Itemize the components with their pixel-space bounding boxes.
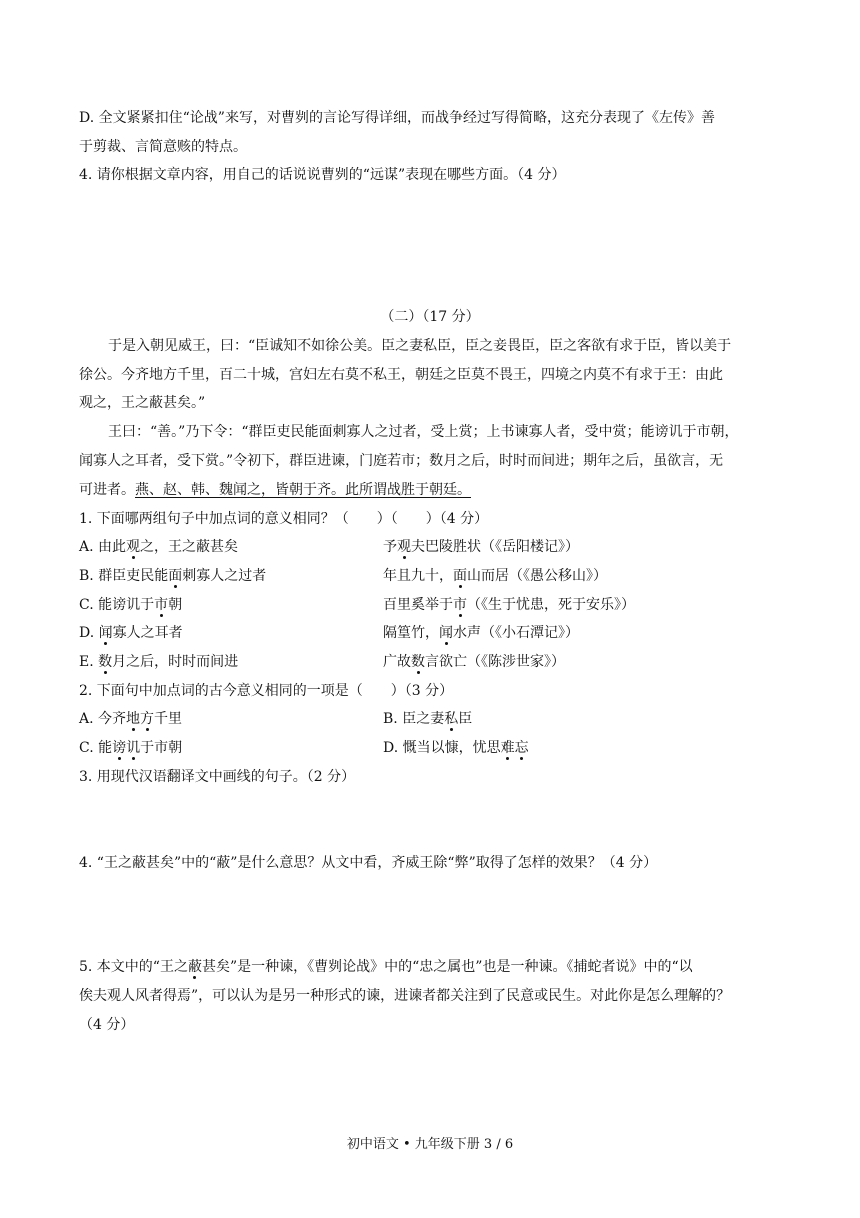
q2-option-c: C. 能谤讥于市朝	[79, 740, 183, 756]
q1-row-e-left: E. 数月之后，时时而间进	[79, 654, 239, 670]
q1-row-c-right: 百里奚举于市（《生于忧患，死于安乐》）	[383, 597, 635, 613]
q1-row-a-left: A. 由此观之，王之蔽甚矣	[79, 539, 239, 555]
passage-para1-line1: 于是入朝见威王，曰：“臣诚知不如徐公美。臣之妻私臣，臣之妾畏臣，臣之客欲有求于臣，皆以美于	[108, 338, 732, 354]
dotted-char: 方	[140, 711, 155, 727]
dotted-char: 市	[154, 597, 169, 613]
dotted-char: 私	[444, 711, 459, 727]
question-5-line2: 俟夫观人风者得焉”，可以认为是另一种形式的谏，进谏者都关注到了民意或民生。对此你是怎么理解的？	[79, 988, 731, 1004]
dotted-char: 地	[126, 711, 141, 727]
passage-para2-line2: 闻寡人之耳者，受下赏。”令初下，群臣进谏，门庭若市；数月之后，时时而间进；期年之后，虽欲言，无	[79, 453, 724, 469]
question-3: 3. 用现代汉语翻译文中画线的句子。（2 分）	[79, 769, 356, 785]
passage-para1-line3: 观之，王之蔽甚矣。”	[79, 395, 206, 411]
dotted-char: 观	[397, 539, 411, 555]
q1-row-d-left: D. 闻寡人之耳者	[79, 625, 183, 641]
q1-stem: 1. 下面哪两组句子中加点词的意义相同？（ ）（ ）（4 分）	[79, 511, 489, 527]
option-d-line2: 于剪裁、言简意赅的特点。	[79, 139, 247, 155]
q2-option-b: B. 臣之妻私臣	[383, 711, 473, 727]
question-5-line3: （4 分）	[79, 1017, 135, 1033]
passage-para2-line1: 王曰：“善。”乃下令：“群臣吏民能面刺寡人之过者，受上赏；上书谏寡人者，受中赏；能谤讥于市朝，	[108, 424, 739, 440]
dotted-char: 闻	[439, 625, 453, 641]
question-4: 4. 请你根据文章内容，用自己的话说说曹刿的“远谋”表现在哪些方面。（4 分）	[79, 167, 566, 183]
passage-para2-line3	[79, 480, 783, 500]
q1-row-e-right: 广故数言欲亡（《陈涉世家》）	[383, 654, 565, 670]
dotted-char: 闻	[98, 625, 113, 641]
passage-para1-line2: 徐公。今齐地方千里，百二十城，宫妇左右莫不私王，朝廷之臣莫不畏王，四境之内莫不有求于王：由此	[79, 367, 723, 383]
question-4b: 4. “王之蔽甚矣”中的“蔽”是什么意思？从文中看，齐威王除“弊”取得了怎样的效果？（4 分）	[79, 855, 658, 871]
dotted-char: 难	[500, 740, 515, 756]
dotted-char: 面	[453, 568, 467, 584]
q2-stem: 2. 下面句中加点词的古今意义相同的一项是（ ）（3 分）	[79, 683, 454, 699]
q1-row-d-right: 隔篁竹，闻水声（《小石潭记》）	[383, 625, 579, 641]
q2-option-d: D. 慨当以慷，忧思难忘	[383, 740, 529, 756]
q1-row-c-left: C. 能谤讥于市朝	[79, 597, 183, 613]
dotted-char: 市	[453, 597, 467, 613]
dotted-char: 谤	[112, 740, 127, 756]
dotted-char: 数	[411, 654, 425, 670]
dotted-char: 面	[168, 568, 183, 584]
dotted-char: 蔽	[187, 959, 202, 975]
q1-row-b-left: B. 群臣吏民能面刺寡人之过者	[79, 568, 267, 584]
section-heading: （二）（17 分）	[380, 309, 480, 325]
dotted-char: 讥	[126, 740, 141, 756]
dotted-char: 忘	[514, 740, 529, 756]
page-footer: 初中语文 • 九年级下册 3 / 6	[346, 1137, 514, 1152]
q2-option-a: A. 今齐地方千里	[79, 711, 183, 727]
dotted-char: 观	[126, 539, 141, 555]
option-d-line1: D. 全文紧紧扣住“论战”来写，对曹刿的言论写得详细，而战争经过写得简略，这充分表现了《左传》善	[79, 110, 715, 126]
q1-row-a-right: 予观夫巴陵胜状（《岳阳楼记》）	[383, 539, 579, 555]
q1-row-b-right: 年且九十，面山而居（《愚公移山》）	[383, 568, 607, 584]
passage-text: 可进者。	[79, 482, 135, 498]
dotted-char: 数	[98, 654, 113, 670]
question-5-line1: 5. 本文中的“王之蔽甚矣”是一种谏，《曹刿论战》中的“忠之属也”也是一种谏。《捕蛇者说》中的“以	[79, 959, 693, 975]
underlined-sentence: 燕、赵、韩、魏闻之，皆朝于齐。此所谓战胜于朝廷。	[135, 482, 471, 498]
